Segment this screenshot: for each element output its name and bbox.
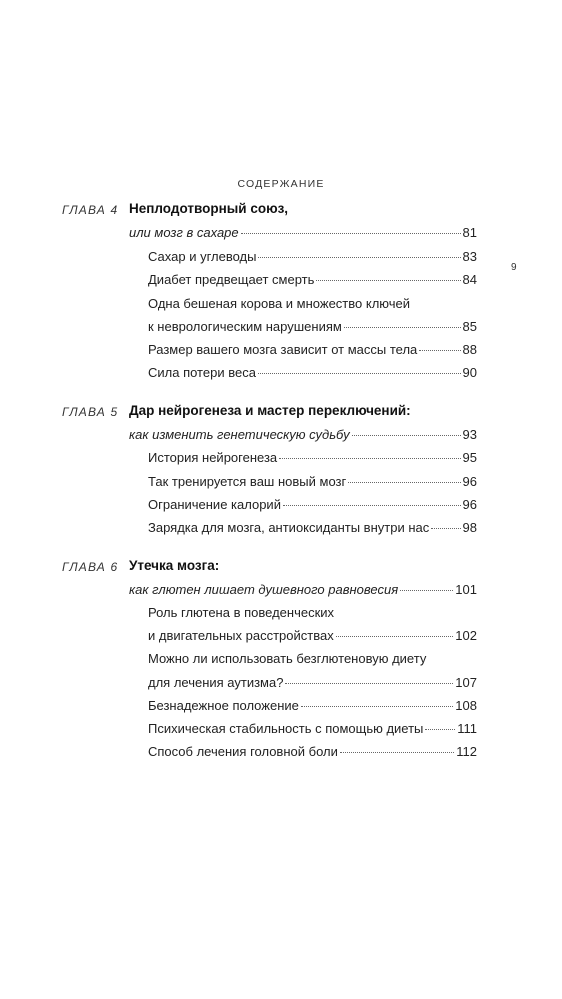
chapter-label: ГЛАВА 5 <box>62 405 119 419</box>
leader-dots <box>283 505 461 506</box>
entry-text: Способ лечения головной боли <box>148 744 338 759</box>
leader-dots <box>336 636 454 637</box>
toc-entry-line1: Можно ли использовать безглютеновую диету <box>148 651 427 666</box>
entry-page: 102 <box>455 628 477 643</box>
toc-entry[interactable] <box>148 342 477 357</box>
page-number: 9 <box>511 262 517 273</box>
entry-page: 96 <box>462 497 477 512</box>
toc-entry-subtitle[interactable] <box>129 427 477 442</box>
entry-page: 81 <box>462 225 477 240</box>
leader-dots <box>425 729 455 730</box>
toc-entry[interactable] <box>148 744 477 759</box>
entry-text: и двигательных расстройствах <box>148 628 334 643</box>
entry-text: Психическая стабильность с помощью диеты <box>148 721 424 736</box>
leader-dots <box>258 373 461 374</box>
entry-page: 85 <box>462 319 477 334</box>
chapter-title[interactable]: Утечка мозга: <box>129 558 220 573</box>
toc-entry[interactable] <box>148 675 477 690</box>
leader-dots <box>400 590 453 591</box>
toc-entry[interactable] <box>148 628 477 643</box>
toc-entry[interactable] <box>148 520 477 535</box>
toc-entry[interactable] <box>148 698 477 713</box>
toc-entry[interactable] <box>148 272 477 287</box>
chapter-title[interactable]: Неплодотворный союз, <box>129 201 289 216</box>
leader-dots <box>316 280 460 281</box>
entry-text: Так тренируется ваш новый мозг <box>148 474 347 489</box>
entry-page: 90 <box>462 365 477 380</box>
entry-page: 101 <box>455 582 477 597</box>
entry-page: 84 <box>462 272 477 287</box>
entry-text: Сахар и углеводы <box>148 249 257 264</box>
entry-page: 88 <box>462 342 477 357</box>
entry-text: или мозг в сахаре <box>129 225 239 240</box>
toc-entry-line1: Роль глютена в поведенческих <box>148 605 335 620</box>
leader-dots <box>352 435 461 436</box>
entry-text: к неврологическим нарушениям <box>148 319 342 334</box>
toc-entry-subtitle[interactable] <box>129 582 477 597</box>
entry-page: 93 <box>462 427 477 442</box>
leader-dots <box>431 528 460 529</box>
entry-page: 83 <box>462 249 477 264</box>
toc-entry[interactable] <box>148 365 477 380</box>
leader-dots <box>340 752 454 753</box>
leader-dots <box>258 257 460 258</box>
entry-page: 96 <box>462 474 477 489</box>
entry-text: Сила потери веса <box>148 365 256 380</box>
leader-dots <box>419 350 460 351</box>
toc-entry-line1: Одна бешеная корова и множество ключей <box>148 296 411 311</box>
chapter-label: ГЛАВА 4 <box>62 203 119 217</box>
toc-entry[interactable] <box>148 450 477 465</box>
entry-text: Размер вашего мозга зависит от массы тела <box>148 342 418 357</box>
chapter-label: ГЛАВА 6 <box>62 560 119 574</box>
entry-page: 112 <box>456 744 477 759</box>
entry-page: 107 <box>455 675 477 690</box>
entry-text: Ограничение калорий <box>148 497 281 512</box>
running-head: СОДЕРЖАНИЕ <box>237 178 325 190</box>
toc-entry[interactable] <box>148 249 477 264</box>
toc-entry[interactable] <box>148 721 477 736</box>
entry-text: Зарядка для мозга, антиоксиданты внутри нас <box>148 520 430 535</box>
leader-dots <box>301 706 453 707</box>
toc-entry[interactable] <box>148 319 477 334</box>
entry-page: 111 <box>457 721 477 736</box>
leader-dots <box>241 233 461 234</box>
entry-page: 108 <box>455 698 477 713</box>
entry-page: 95 <box>462 450 477 465</box>
entry-text: для лечения аутизма? <box>148 675 284 690</box>
toc-entry-subtitle[interactable] <box>129 225 477 240</box>
entry-text: История нейрогенеза <box>148 450 278 465</box>
entry-text: Безнадежное положение <box>148 698 299 713</box>
leader-dots <box>285 683 453 684</box>
entry-text: как изменить генетическую судьбу <box>129 427 350 442</box>
chapter-title[interactable]: Дар нейрогенеза и мастер переключений: <box>129 403 411 418</box>
toc-entry[interactable] <box>148 474 477 489</box>
entry-text: как глютен лишает душевного равновесия <box>129 582 399 597</box>
toc-entry[interactable] <box>148 497 477 512</box>
leader-dots <box>344 327 461 328</box>
leader-dots <box>279 458 460 459</box>
entry-text: Диабет предвещает смерть <box>148 272 315 287</box>
entry-page: 98 <box>462 520 477 535</box>
leader-dots <box>348 482 460 483</box>
